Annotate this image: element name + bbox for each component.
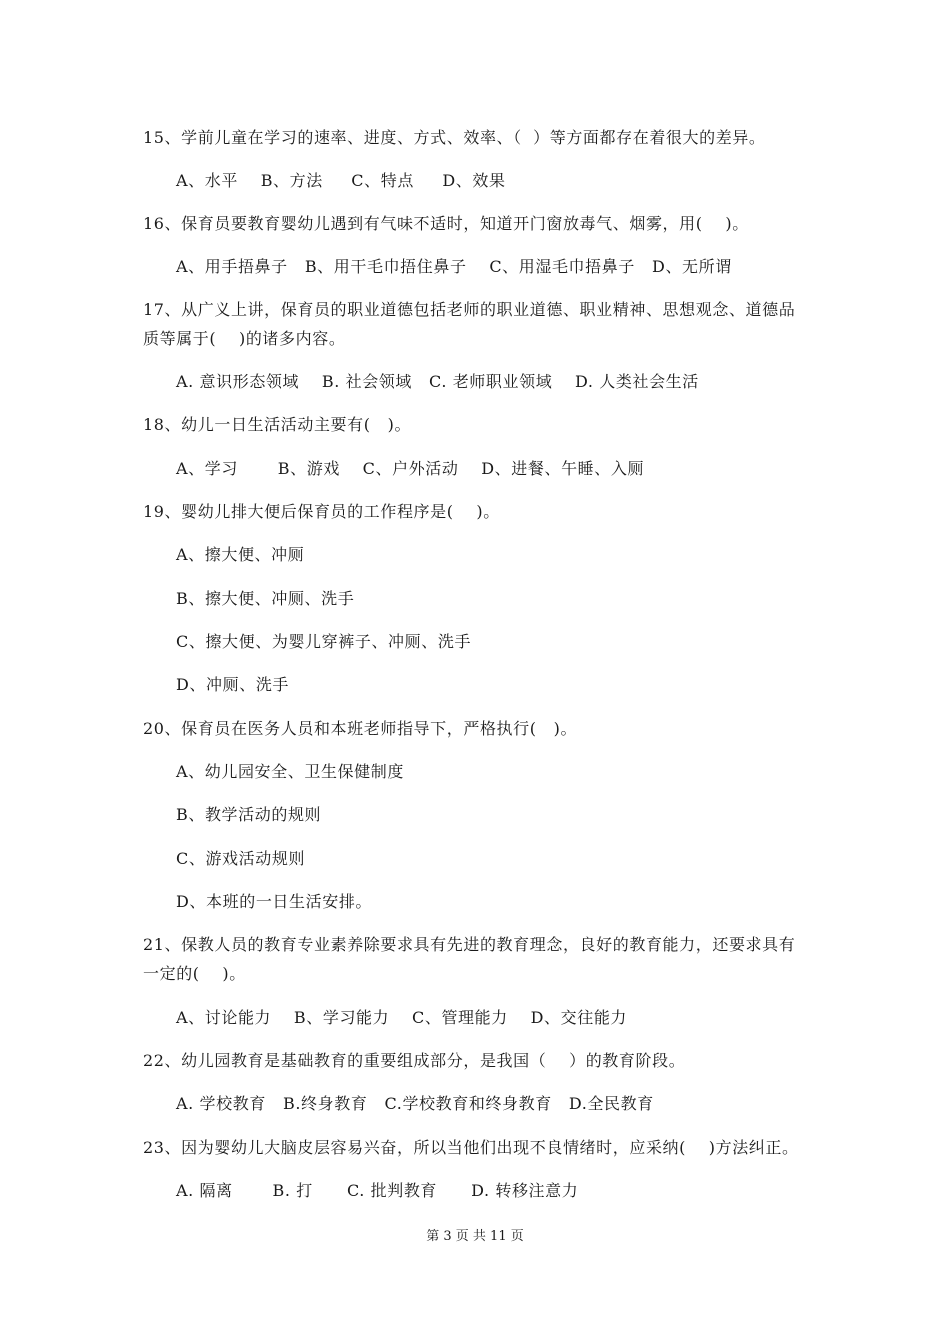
question-23-options: A. 隔离 B. 打 C. 批判教育 D. 转移注意力 [176,1181,579,1200]
question-19: 19、婴幼儿排大便后保育员的工作程序是( )。 [143,502,500,521]
question-17-continued: 质等属于( )的诸多内容。 [143,329,346,348]
question-19-option-a: A、擦大便、冲厕 [176,545,305,564]
question-20-option-d: D、本班的一日生活安排。 [176,892,373,911]
question-19-option-c: C、擦大便、为婴儿穿裤子、冲厕、洗手 [176,632,472,651]
question-23: 23、因为婴幼儿大脑皮层容易兴奋，所以当他们出现不良情绪时，应采纳( )方法纠正。 [143,1138,799,1157]
question-18: 18、幼儿一日生活活动主要有( )。 [143,415,412,434]
question-20: 20、保育员在医务人员和本班老师指导下，严格执行( )。 [143,719,578,738]
question-17-options: A. 意识形态领域 B. 社会领域 C. 老师职业领域 D. 人类社会生活 [176,372,699,391]
question-21: 21、保教人员的教育专业素养除要求具有先进的教育理念，良好的教育能力，还要求具有 [143,935,796,954]
question-21-options: A、讨论能力 B、学习能力 C、管理能力 D、交往能力 [176,1008,628,1027]
question-16-options: A、用手捂鼻子 B、用干毛巾捂住鼻子 C、用湿毛巾捂鼻子 D、无所谓 [176,257,732,276]
page-number: 第 3 页 共 11 页 [426,1229,524,1244]
question-17: 17、从广义上讲，保育员的职业道德包括老师的职业道德、职业精神、思想观念、道德品 [143,300,796,319]
question-19-option-b: B、擦大便、冲厕、洗手 [176,589,355,608]
question-20-option-a: A、幼儿园安全、卫生保健制度 [176,762,404,781]
question-15: 15、学前儿童在学习的速率、进度、方式、效率、（ ）等方面都存在着很大的差异。 [143,128,766,147]
question-22-options: A. 学校教育 B.终身教育 C.学校教育和终身教育 D.全民教育 [176,1094,654,1113]
question-19-option-d: D、冲厕、洗手 [176,675,290,694]
question-15-options: A、水平 B、方法 C、特点 D、效果 [176,171,506,190]
question-20-option-c: C、游戏活动规则 [176,849,306,868]
question-21-continued: 一定的( )。 [143,964,246,983]
question-18-options: A、学习 B、游戏 C、户外活动 D、进餐、午睡、入厕 [176,459,645,478]
question-22: 22、幼儿园教育是基础教育的重要组成部分，是我国（ ）的教育阶段。 [143,1051,686,1070]
question-16: 16、保育员要教育婴幼儿遇到有气味不适时，知道开门窗放毒气、烟雾，用( )。 [143,214,749,233]
question-20-option-b: B、教学活动的规则 [176,805,322,824]
